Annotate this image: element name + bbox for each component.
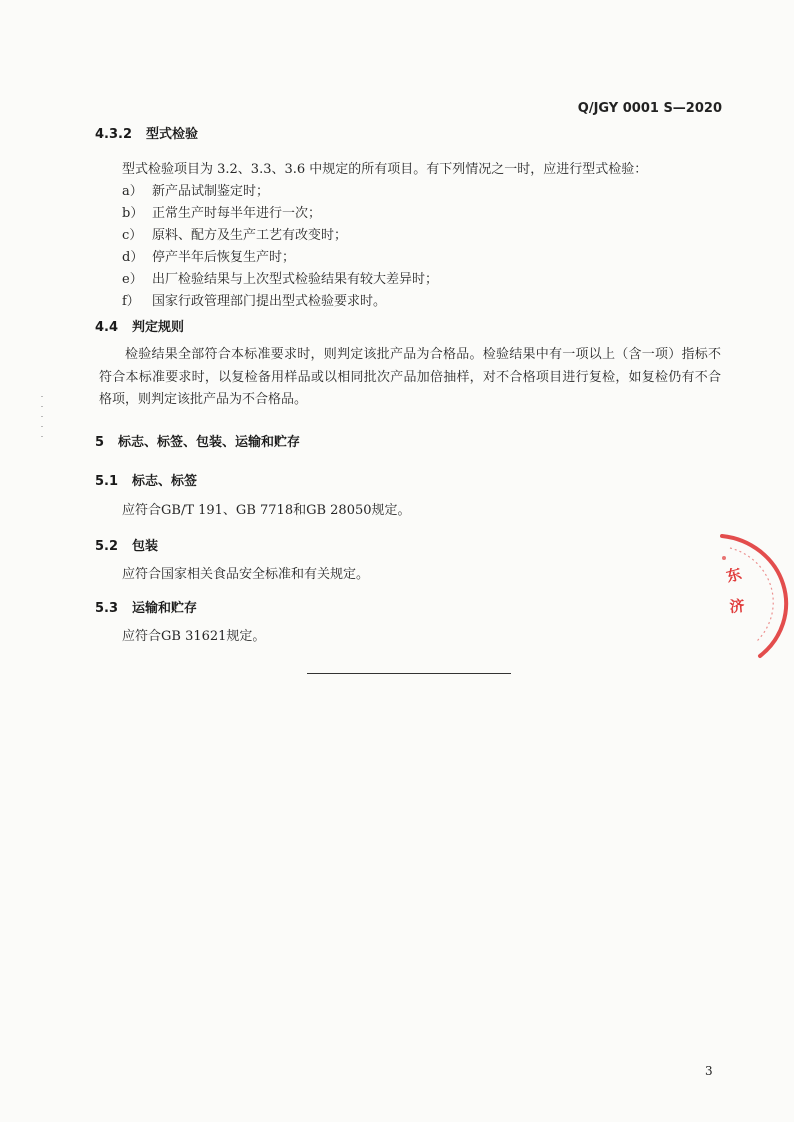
section-title: 型式检验 bbox=[146, 127, 199, 142]
section-5-3-body: 应符合GB 31621规定。 bbox=[122, 629, 266, 644]
section-heading-4-3-2 bbox=[95, 123, 198, 142]
section-heading-5-3 bbox=[95, 597, 197, 616]
section-number: 5 bbox=[95, 435, 105, 450]
section-title: 包装 bbox=[132, 539, 159, 554]
section-5-1-body: 应符合GB/T 191、GB 7718和GB 28050规定。 bbox=[122, 503, 411, 518]
section-title: 判定规则 bbox=[132, 320, 185, 335]
section-title: 标志、标签、包装、运输和贮存 bbox=[118, 435, 301, 450]
section-4-3-2-intro: 型式检验项目为 3.2、3.3、3.6 中规定的所有项目。有下列情况之一时，应进行型式检验： bbox=[122, 162, 648, 177]
page-number: 3 bbox=[705, 1064, 713, 1078]
svg-text:东: 东 bbox=[724, 564, 744, 586]
section-number: 4.4 bbox=[95, 320, 119, 335]
section-5-2-body: 应符合国家相关食品安全标准和有关规定。 bbox=[122, 567, 370, 582]
list-item: d） 停产半年后恢复生产时； bbox=[122, 250, 296, 265]
list-item: a） 新产品试制鉴定时； bbox=[122, 184, 270, 199]
list-item: c） 原料、配方及生产工艺有改变时； bbox=[122, 228, 348, 243]
list-item: e） 出厂检验结果与上次型式检验结果有较大差异时； bbox=[122, 272, 439, 287]
section-heading-5-2 bbox=[95, 535, 158, 554]
section-title: 运输和贮存 bbox=[132, 601, 198, 616]
section-number: 5.3 bbox=[95, 601, 119, 616]
section-heading-5-1 bbox=[95, 470, 197, 489]
list-item: b） 正常生产时每半年进行一次； bbox=[122, 206, 322, 221]
section-heading-4-4 bbox=[95, 316, 184, 335]
section-number: 5.1 bbox=[95, 474, 119, 489]
end-of-document-rule bbox=[307, 673, 511, 674]
document-code: Q/JGY 0001 S—2020 bbox=[577, 101, 722, 116]
section-number: 5.2 bbox=[95, 539, 119, 554]
binding-margin-marks bbox=[41, 396, 45, 446]
section-number: 4.3.2 bbox=[95, 127, 133, 142]
section-heading-5 bbox=[95, 431, 300, 450]
section-title: 标志、标签 bbox=[132, 474, 198, 489]
section-4-4-body: 检验结果全部符合本标准要求时，则判定该批产品为合格品。检验结果中有一项以上（含一项）指标不符合本标准要求时，以复检备用样品或以相同批次产品加倍抽样，对不合格项目进行复检，如复检仍有不合格项，则判定该批产品为不合格品。 bbox=[99, 347, 721, 407]
red-seal-stamp-icon bbox=[700, 530, 794, 662]
list-item: f） 国家行政管理部门提出型式检验要求时。 bbox=[122, 294, 387, 309]
svg-text:济: 济 bbox=[728, 596, 746, 616]
